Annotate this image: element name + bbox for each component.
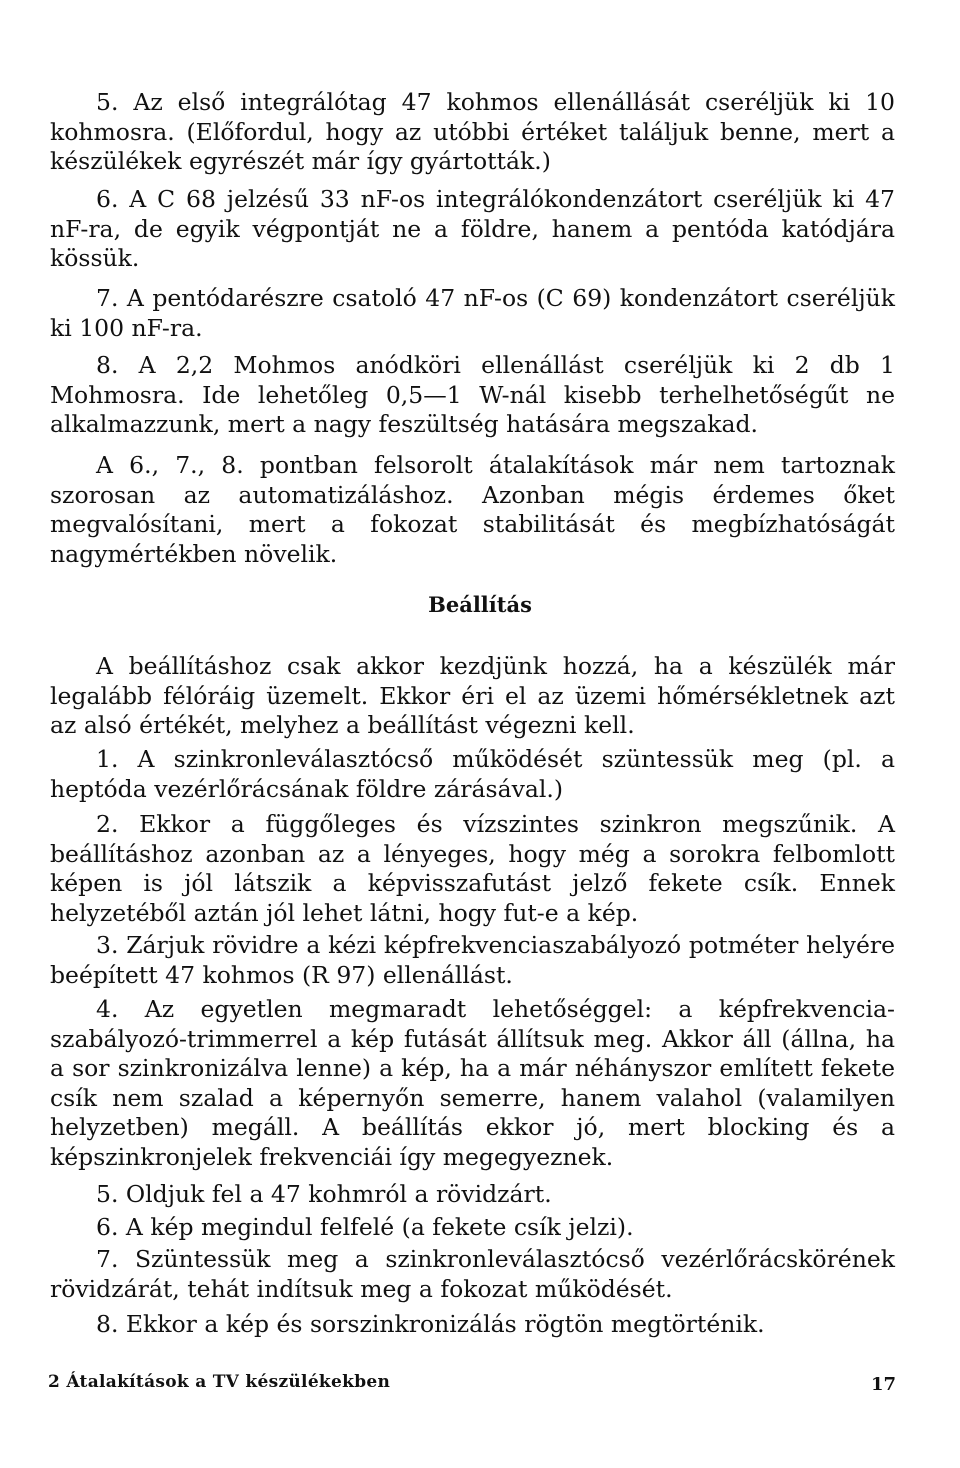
settings-intro: A beállításhoz csak akkor kezdjünk hozzá, ha a készülék már legalább félóráig üzemelt. Ekkor éri el az üzemi hőmérsékletnek azt az alsó értékét, melyhez a beállítást végezni kell. xyxy=(50,652,895,740)
settings-step-8: 8. Ekkor a kép és sorszinkronizálás rögtön megtörténik. xyxy=(96,1310,765,1338)
paragraph-summary: A 6., 7., 8. pontban felsorolt átalakítások már nem tartoznak szorosan az automatizáláshoz. Azonban mégis érdemes őket megvalósítani, mert a fokozat stabilitását és megbízhatóságát nagymértékben növelik. xyxy=(50,451,895,568)
settings-step-4: 4. Az egyetlen megmaradt lehetőséggel: a képfrekvencia-szabályozó-trimmerrel a kép futását állítsuk meg. Akkor áll (állna, ha a sor szinkronizálva lenne) a kép, ha a már néhányszor említett fekete csík nem szalad a képernyőn semerre, hanem valahol (valamilyen helyzetben) megáll. A beállítás ekkor jó, mert blocking és a képszinkronjelek frekvenciái így megegyeznek. xyxy=(50,995,895,1171)
settings-step-3: 3. Zárjuk rövidre a kézi képfrekvenciaszabályozó potméter helyére beépített 47 kohmos (R 97) ellenállást. xyxy=(50,931,895,989)
paragraph-item-8: 8. A 2,2 Mohmos anódköri ellenállást cseréljük ki 2 db 1 Mohmosra. Ide lehetőleg 0,5—1 W-nál kisebb terhelhetőségűt ne alkalmazzunk, mert a nagy feszültség hatására megszakad. xyxy=(50,351,895,439)
settings-step-2: 2. Ekkor a függőleges és vízszintes szinkron megszűnik. A beállításhoz azonban az a lényeges, hogy még a sorokra felbomlott képen is jól látszik a képvisszafutást jelző fekete csík. Ennek helyzetéből aztán jól lehet látni, hogy fut-e a kép. xyxy=(50,810,895,927)
settings-step-5: 5. Oldjuk fel a 47 kohmról a rövidzárt. xyxy=(96,1180,552,1208)
running-footer: 2 Átalakítások a TV készülékekben xyxy=(48,1372,391,1392)
page-number: 17 xyxy=(870,1374,896,1395)
paragraph-item-5: 5. Az első integrálótag 47 kohmos ellenállását cseréljük ki 10 kohmosra. (Előfordul, hogy az utóbbi értéket találjuk benne, mert a készülékek egyrészét már így gyártották.) xyxy=(50,88,895,176)
settings-step-6: 6. A kép megindul felfelé (a fekete csík jelzi). xyxy=(96,1213,634,1241)
paragraph-item-7: 7. A pentódarészre csatoló 47 nF-os (C 69) kondenzátort cseréljük ki 100 nF-ra. xyxy=(50,284,895,342)
paragraph-item-6: 6. A C 68 jelzésű 33 nF-os integrálókondenzátort cseréljük ki 47 nF-ra, de egyik végpontját ne a földre, hanem a pentóda katódjára kössük. xyxy=(50,185,895,273)
settings-step-1: 1. A szinkronleválasztócső működését szüntessük meg (pl. a heptóda vezérlőrácsának földre zárásával.) xyxy=(50,745,895,803)
section-heading: Beállítás xyxy=(428,592,532,617)
settings-step-7: 7. Szüntessük meg a szinkronleválasztócső vezérlőrácskörének rövidzárát, tehát indítsuk meg a fokozat működését. xyxy=(50,1245,895,1303)
